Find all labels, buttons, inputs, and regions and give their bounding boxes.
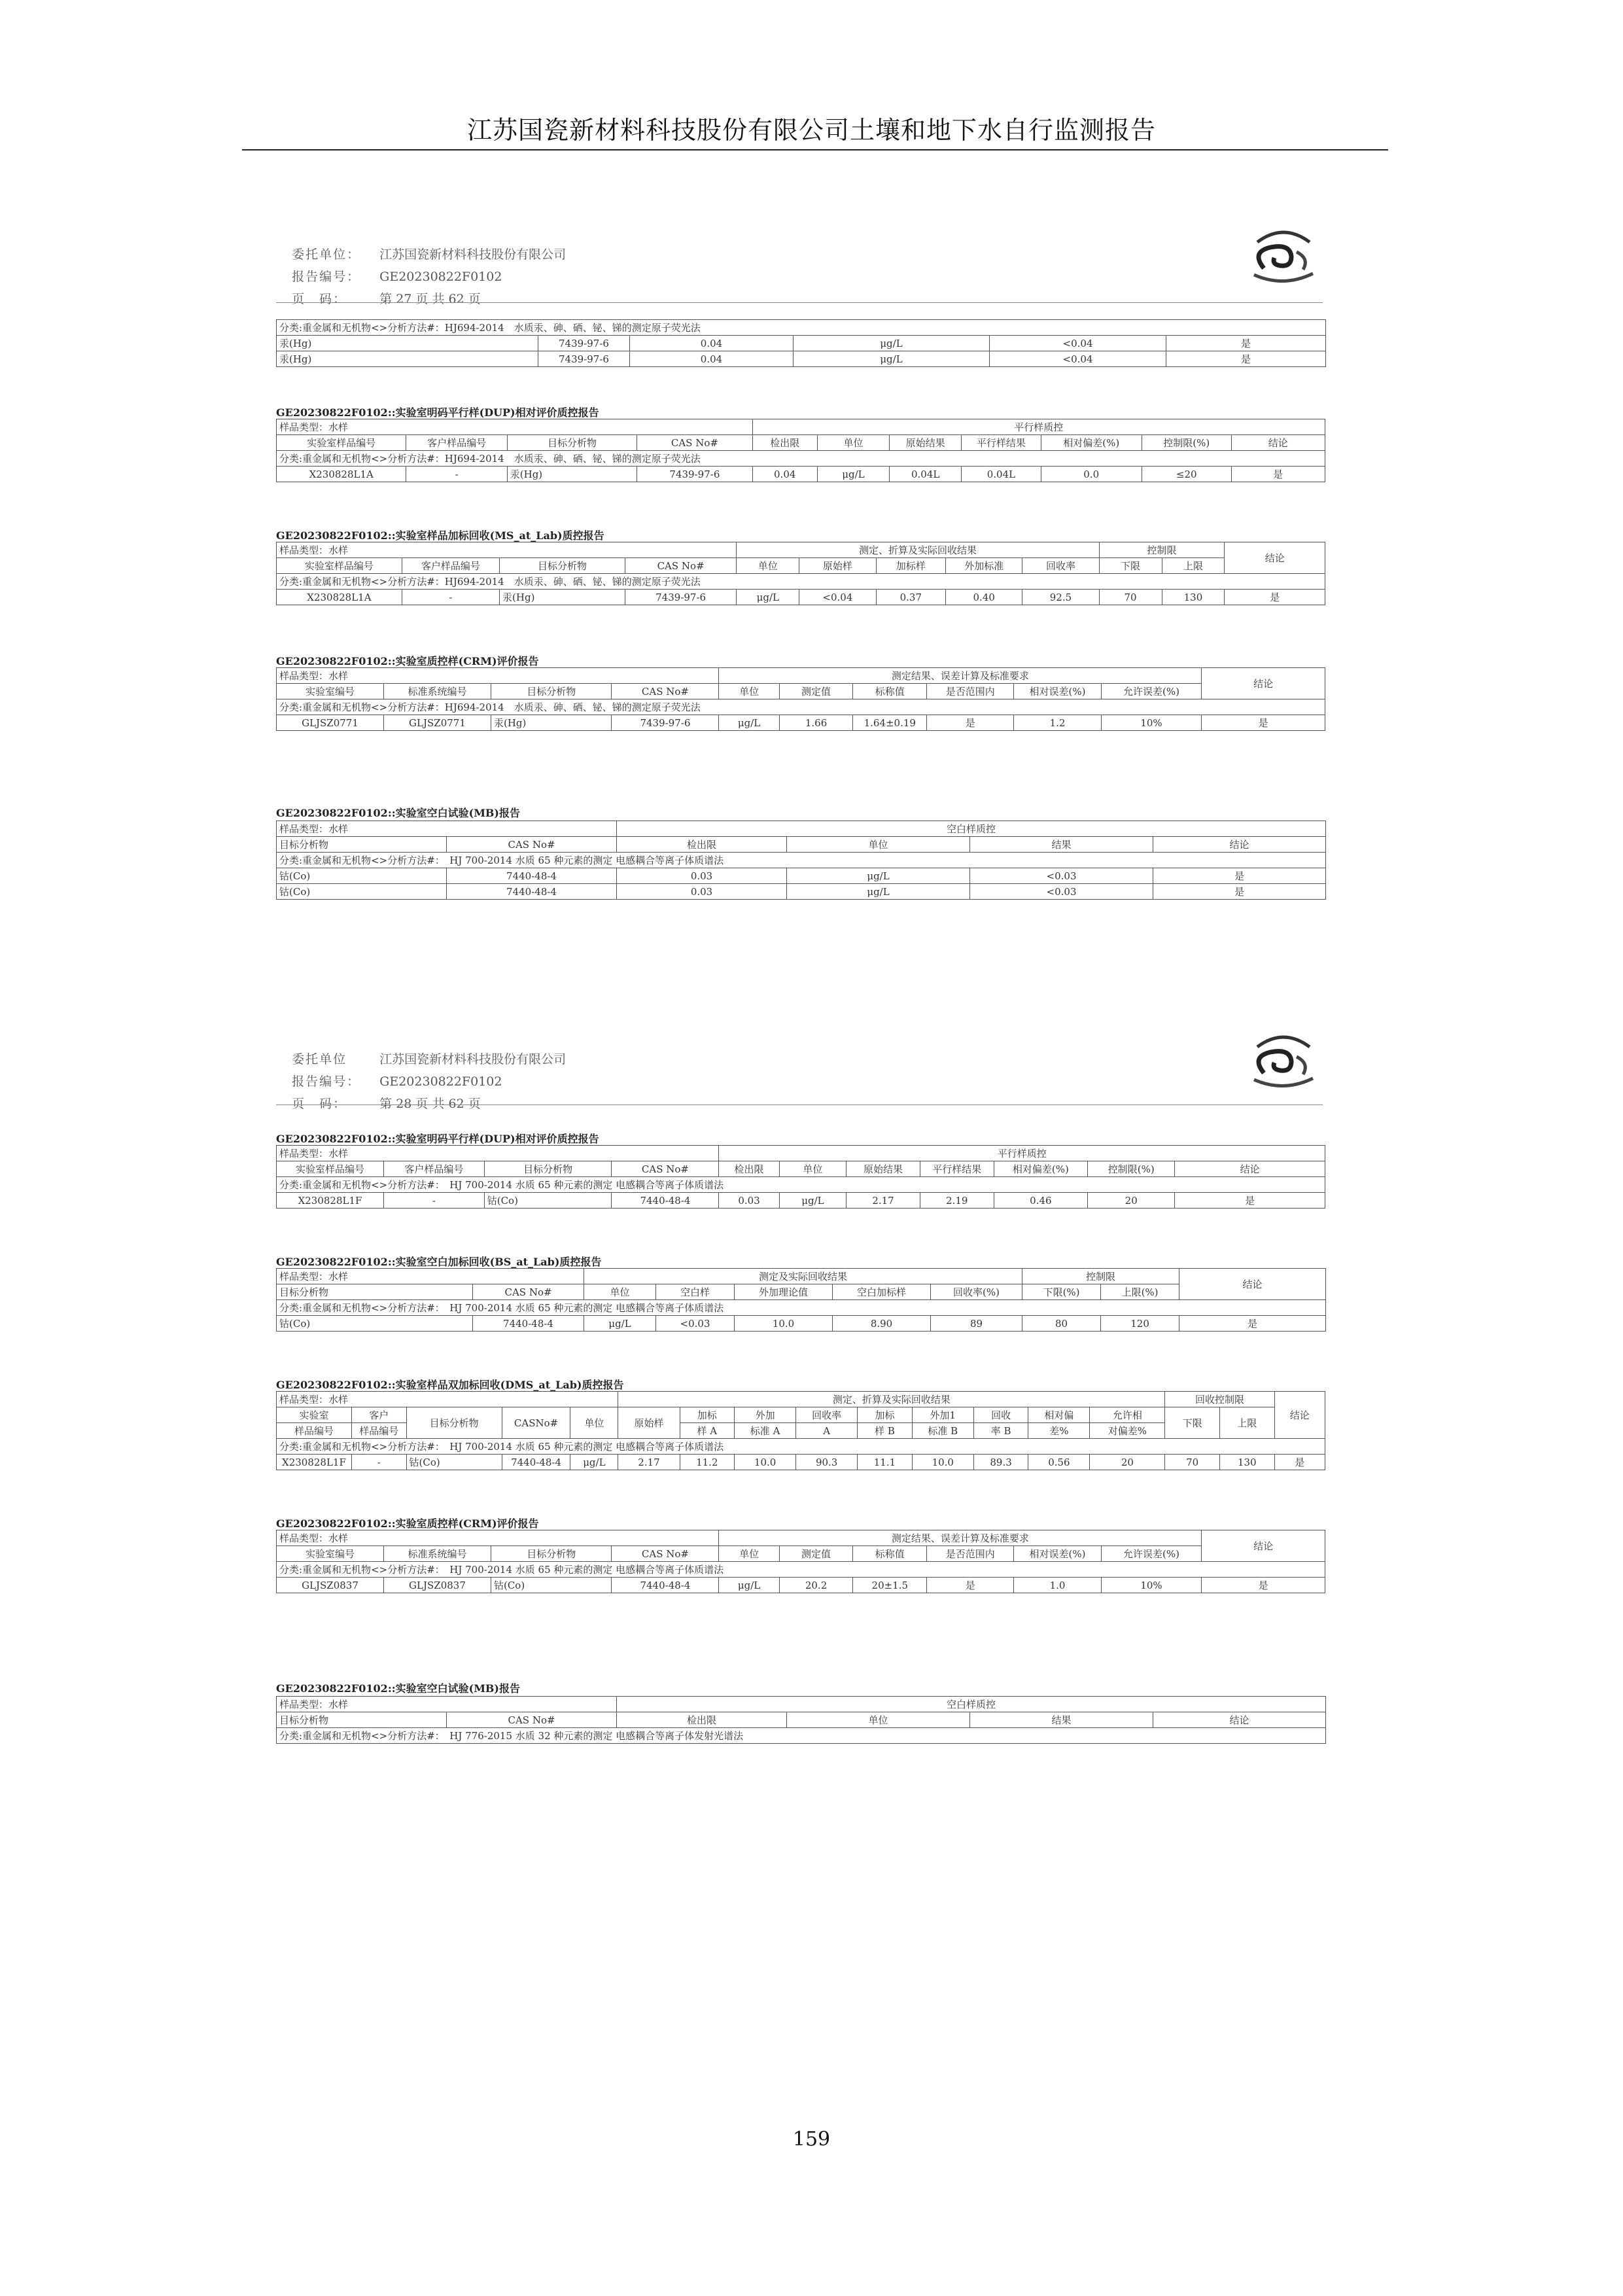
report-header-title: 江苏国瓷新材料科技股份有限公司土壤和地下水自行监测报告: [466, 116, 1156, 145]
crm-title: GE20230822F0102::实验室质控样(CRM)评价报告: [276, 1517, 539, 1530]
report-no-value: GE20230822F0102: [379, 270, 502, 284]
client-label: 委托单位: [292, 1052, 347, 1067]
method-row: 分类:重金属和无机物<>分析方法#： HJ 700-2014 水质 65 种元素的测定 电感耦合等离子体质谱法: [277, 1562, 1325, 1578]
method-row: 分类:重金属和无机物<>分析方法#： HJ 700-2014 水质 65 种元素的测定 电感耦合等离子体质谱法: [277, 1300, 1326, 1316]
mb-table: 样品类型：水样 空白样质控 目标分析物 CAS No# 检出限 单位 结果 结论 分类:重金属和无机物<>分析方法#： HJ 776-2015 水质 32 种元素的测定 电感耦合等离子体发射光谱法: [276, 1696, 1326, 1744]
sample-type: 样品类型：水样: [277, 419, 753, 435]
client-value: 江苏国瓷新材料科技股份有限公司: [379, 247, 567, 262]
table-row: 钴(Co) 7440-48-4 μg/L <0.03 10.0 8.90 89 80 120 是: [277, 1316, 1326, 1332]
dup-table: 样品类型：水样 平行样质控 实验室样品编号 客户样品编号 目标分析物 CAS No# 检出限 单位 原始结果 平行样结果 相对偏差(%) 控制限(%) 结论 分类:重金属和无机物<>分析方法#： HJ 700-2014 水质 65 种元素的测定 电感耦合等离子体质谱法 X230828L1F - 钴(Co) 7440-48-4 0.03 μg/L 2.17 2.19 0.46 20 是: [276, 1145, 1325, 1209]
report-no-label: 报告编号：: [292, 270, 361, 284]
dup-table: [276, 419, 1325, 482]
table-row: 汞(Hg) 7439-97-6 0.04 μg/L <0.04 是: [277, 336, 1326, 351]
ms-table: 样品类型：水样 测定、折算及实际回收结果 控制限 结论 实验室样品编号 客户样品编号 目标分析物 CAS No# 单位 原始样 加标样 外加标准 回收率 下限 上限 分类:重金属和无机物<>分析方法#：HJ694-2014 水质汞、砷、硒、铋、锑的测定原子荧光法 X230828L1A - 汞(Hg) 7439-97-6 μg/L <0.04 0.37 0.40 92.5 70 130 是: [276, 542, 1325, 605]
header-row: 实验室样品编号 客户样品编号 目标分析物 CAS No# 检出限 单位 原始结果 平行样结果 相对偏差(%) 控制限(%) 结论: [277, 1161, 1325, 1177]
header-row: 实验室编号 标准系统编号 目标分析物 CAS No# 单位 测定值 标称值 是否范围内 相对误差(%) 允许误差(%): [277, 684, 1325, 699]
client-label: 委托单位：: [292, 247, 361, 262]
page-value: 第 27 页 共 62 页: [379, 292, 481, 306]
ms-title: GE20230822F0102::实验室样品加标回收(MS_at_Lab)质控报告: [276, 529, 604, 542]
sample-type: 样品类型：水样: [277, 1392, 618, 1407]
meta-divider: [276, 302, 1323, 303]
header-row: 实验室编号 标准系统编号 目标分析物 CAS No# 单位 测定值 标称值 是否范围内 相对误差(%) 允许误差(%): [277, 1546, 1325, 1562]
header-row: 目标分析物 CAS No# 单位 空白样 外加理论值 空白加标样 回收率(%) 下限(%) 上限(%): [277, 1284, 1326, 1300]
table-row: X230828L1F - 钴(Co) 7440-48-4 0.03 μg/L 2.17 2.19 0.46 20 是: [277, 1193, 1325, 1209]
table-row: X230828L1A - 汞(Hg) 7439-97-6 μg/L <0.04 0.37 0.40 92.5 70 130 是: [277, 590, 1325, 605]
page-number: 159: [792, 2128, 831, 2151]
continued-results-table: [276, 319, 1326, 367]
method-row: 分类:重金属和无机物<>分析方法#： HJ 700-2014 水质 65 种元素的测定 电感耦合等离子体质谱法: [277, 853, 1326, 868]
page-line: [276, 1080, 481, 1126]
client-value: 江苏国瓷新材料科技股份有限公司: [379, 1052, 567, 1067]
header-row: 实验室 客户 目标分析物 CASNo# 单位 原始样 加标 外加 回收率 加标 外加1 回收 相对偏 允许相 下限 上限: [277, 1407, 1325, 1423]
dup-title: GE20230822F0102::实验室明码平行样(DUP)相对评价质控报告: [276, 406, 599, 419]
scanned-page-28: [276, 1027, 1323, 1786]
report-no-label: 报告编号：: [292, 1074, 361, 1089]
crm-table: 样品类型：水样 测定结果、误差计算及标准要求 结论 实验室编号 标准系统编号 目标分析物 CAS No# 单位 测定值 标称值 是否范围内 相对误差(%) 允许误差(%) 分类:重金属和无机物<>分析方法#： HJ 700-2014 水质 65 种元素的测定 电感耦合等离子体质谱法 GLJSZ0837 GLJSZ0837 钴(Co) 7440-48-4 μg/L 20.2 20±1.5 是 1.0 10% 是: [276, 1530, 1325, 1593]
meta-divider: [276, 1104, 1323, 1105]
sample-type: 样品类型：水样: [277, 1146, 719, 1161]
page-label: 页 码：: [292, 292, 347, 306]
sample-type: 样品类型：水样: [277, 668, 719, 684]
method-row: 分类:重金属和无机物<>分析方法#： HJ 700-2014 水质 65 种元素的测定 电感耦合等离子体质谱法: [277, 1439, 1325, 1455]
table-row: X230828L1A - 汞(Hg) 7439-97-6 0.04 μg/L 0.04L 0.04L 0.0 ≤20 是: [277, 467, 1325, 482]
table-row: 钴(Co) 7440-48-4 0.03 μg/L <0.03 是: [277, 868, 1326, 884]
dms-title: GE20230822F0102::实验室样品双加标回收(DMS_at_Lab)质控报告: [276, 1379, 624, 1391]
header-row: 目标分析物 CAS No# 检出限 单位 结果 结论: [277, 1712, 1326, 1728]
sample-type: 样品类型：水样: [277, 1530, 719, 1546]
sample-type: 样品类型：水样: [277, 542, 737, 558]
method-row: 分类:重金属和无机物<>分析方法#：HJ694-2014 水质汞、砷、硒、铋、锑的测定原子荧光法: [277, 574, 1325, 590]
page-value: 第 28 页 共 62 页: [379, 1097, 481, 1111]
scanned-page-27: [276, 222, 1323, 955]
page-line: [276, 275, 481, 321]
crm-title: GE20230822F0102::实验室质控样(CRM)评价报告: [276, 655, 539, 667]
sample-type: 样品类型：水样: [277, 1269, 584, 1284]
bs-table: 样品类型：水样 测定及实际回收结果 控制限 结论 目标分析物 CAS No# 单位 空白样 外加理论值 空白加标样 回收率(%) 下限(%) 上限(%) 分类:重金属和无机物<>分析方法#： HJ 700-2014 水质 65 种元素的测定 电感耦合等离子体质谱法 钴(Co) 7440-48-4 μg/L <0.03 10.0 8.90 89 80 120 是: [276, 1268, 1326, 1332]
page-label: 页 码：: [292, 1097, 347, 1111]
mb-table: 样品类型：水样 空白样质控 目标分析物 CAS No# 检出限 单位 结果 结论 分类:重金属和无机物<>分析方法#： HJ 700-2014 水质 65 种元素的测定 电感耦合等离子体质谱法 钴(Co) 7440-48-4 0.03 μg/L <0.03 是 钴(Co) 7440-48-4 0.03 μg/L <0.03 是: [276, 821, 1326, 900]
method-row: 分类:重金属和无机物<>分析方法#： HJ 700-2014 水质 65 种元素的测定 电感耦合等离子体质谱法: [277, 1177, 1325, 1193]
header-row: 目标分析物 CAS No# 检出限 单位 结果 结论: [277, 837, 1326, 853]
header-row: 实验室样品编号 客户样品编号 目标分析物 CAS No# 单位 原始样 加标样 外加标准 回收率 下限 上限: [277, 558, 1325, 574]
method-row: 分类:重金属和无机物<>分析方法#：HJ694-2014 水质汞、砷、硒、铋、锑的测定原子荧光法: [277, 451, 1325, 467]
company-logo-icon: [1244, 1027, 1323, 1093]
group-header: 平行样质控: [752, 419, 1325, 435]
table-row: X230828L1F - 钴(Co) 7440-48-4 μg/L 2.17 11.2 10.0 90.3 11.1 10.0 89.3 0.56 20 70 130 是: [277, 1455, 1325, 1470]
method-row: 分类:重金属和无机物<>分析方法#： HJ 776-2015 水质 32 种元素的测定 电感耦合等离子体发射光谱法: [277, 1728, 1326, 1744]
method-row: 分类:重金属和无机物<>分析方法#：HJ694-2014 水质汞、砷、硒、铋、锑的测定原子荧光法: [277, 320, 1326, 336]
mb-title: GE20230822F0102::实验室空白试验(MB)报告: [276, 1682, 521, 1695]
dup-title: GE20230822F0102::实验室明码平行样(DUP)相对评价质控报告: [276, 1133, 599, 1145]
dms-table: 样品类型：水样 测定、折算及实际回收结果 回收控制限 结论 实验室 客户 目标分析物 CASNo# 单位 原始样 加标 外加 回收率 加标 外加1 回收 相对偏 允许相 下限 上限 样品编号 样品编号 样 A 标准 A A 样 B 标准 B 率 B 差% 对偏差% 分类:重金属和无机物<>分析方法#： HJ 700-2014 水质 65 种元素的测定 电感耦合等离子体质谱法 X230828L1F - 钴(Co) 7440-48-4 μg/L 2.17 11.2 10.0 90.3 11.1 10.0 89.3 0.56 20 70 130 是: [276, 1391, 1325, 1470]
mb-title: GE20230822F0102::实验室空白试验(MB)报告: [276, 807, 521, 819]
table-row: GLJSZ0771 GLJSZ0771 汞(Hg) 7439-97-6 μg/L 1.66 1.64±0.19 是 1.2 10% 是: [277, 715, 1325, 731]
header-row: 实验室样品编号 客户样品编号 目标分析物 CAS No# 检出限 单位 原始结果 平行样结果 相对偏差(%) 控制限(%) 结论: [277, 435, 1325, 451]
header-row: 样品编号 样品编号 样 A 标准 A A 样 B 标准 B 率 B 差% 对偏差%: [277, 1423, 1325, 1439]
table-row: 钴(Co) 7440-48-4 0.03 μg/L <0.03 是: [277, 884, 1326, 900]
header-divider: [242, 149, 1388, 150]
method-row: 分类:重金属和无机物<>分析方法#：HJ694-2014 水质汞、砷、硒、铋、锑的测定原子荧光法: [277, 699, 1325, 715]
sample-type: 样品类型：水样: [277, 821, 617, 837]
crm-table: 样品类型：水样 测定结果、误差计算及标准要求 结论 实验室编号 标准系统编号 目标分析物 CAS No# 单位 测定值 标称值 是否范围内 相对误差(%) 允许误差(%) 分类:重金属和无机物<>分析方法#：HJ694-2014 水质汞、砷、硒、铋、锑的测定原子荧光法 GLJSZ0771 GLJSZ0771 汞(Hg) 7439-97-6 μg/L 1.66 1.64±0.19 是 1.2 10% 是: [276, 667, 1325, 731]
table-row: 汞(Hg) 7439-97-6 0.04 μg/L <0.04 是: [277, 351, 1326, 367]
report-no-value: GE20230822F0102: [379, 1074, 502, 1089]
table-row: GLJSZ0837 GLJSZ0837 钴(Co) 7440-48-4 μg/L 20.2 20±1.5 是 1.0 10% 是: [277, 1578, 1325, 1593]
company-logo-icon: [1244, 222, 1323, 288]
bs-title: GE20230822F0102::实验室空白加标回收(BS_at_Lab)质控报告: [276, 1256, 602, 1268]
sample-type: 样品类型：水样: [277, 1697, 617, 1712]
